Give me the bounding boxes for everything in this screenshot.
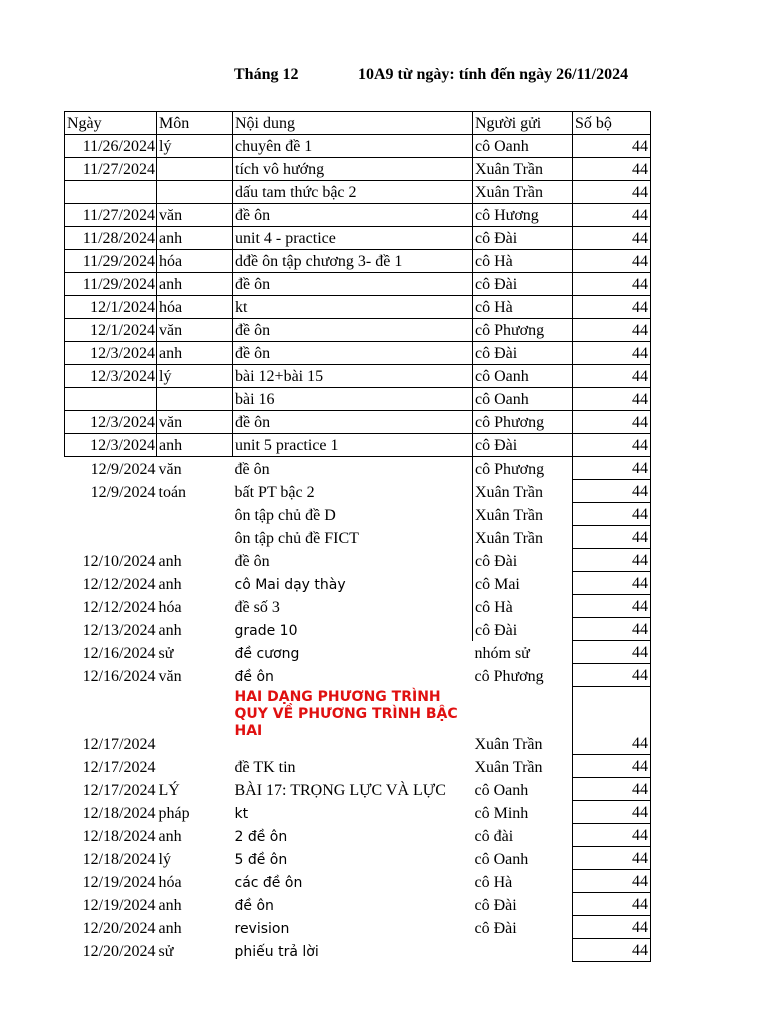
table-row xyxy=(65,618,651,641)
subject-cell[interactable]: anh xyxy=(157,342,233,365)
date-cell[interactable] xyxy=(65,503,157,526)
sender-cell[interactable]: cô Mai xyxy=(473,572,573,595)
subject-cell[interactable]: anh xyxy=(157,434,233,457)
sender-cell[interactable]: Xuân Trần xyxy=(473,526,573,549)
sender-cell[interactable]: Xuân Trần xyxy=(473,181,573,204)
subject-cell[interactable]: toán xyxy=(158,483,187,501)
date-cell[interactable]: 12/9/2024 xyxy=(90,460,156,478)
table-row xyxy=(65,273,651,296)
table-row xyxy=(65,227,651,250)
table-row xyxy=(65,388,651,411)
content-cell[interactable]: đề ôn xyxy=(233,204,473,227)
table-row xyxy=(65,778,651,801)
date-cell[interactable] xyxy=(65,388,157,411)
subject-cell[interactable]: văn xyxy=(158,667,182,685)
sender-cell[interactable]: Xuân Trần xyxy=(473,480,573,503)
sender-cell[interactable]: cô Đài xyxy=(473,273,573,296)
table-row xyxy=(65,916,651,939)
header-sender: Người gửi xyxy=(473,112,573,135)
count-cell[interactable]: 44 xyxy=(573,365,651,388)
content-cell[interactable]: bài 12+bài 15 xyxy=(233,365,473,388)
sender-cell[interactable]: Xuân Trần xyxy=(473,158,573,181)
count-cell[interactable]: 44 xyxy=(573,227,651,250)
count-cell[interactable]: 44 xyxy=(573,595,651,618)
subject-cell[interactable]: hóa xyxy=(157,250,233,273)
subject-cell[interactable]: pháp xyxy=(158,804,190,822)
content-cell[interactable]: đề ôn xyxy=(234,552,270,570)
sheet-title-class-range: 10A9 từ ngày: tính đến ngày 26/11/2024 xyxy=(358,66,629,83)
content-cell[interactable]: 2 đề ôn xyxy=(234,828,288,845)
count-cell[interactable]: 44 xyxy=(573,319,651,342)
content-cell[interactable]: dđề ôn tập chương 3- đề 1 xyxy=(233,250,473,273)
date-cell[interactable] xyxy=(65,181,157,204)
count-cell[interactable]: 44 xyxy=(573,480,651,503)
table-row xyxy=(65,687,651,755)
date-cell[interactable]: 12/17/2024 xyxy=(82,735,156,753)
table-row xyxy=(65,847,651,870)
date-cell[interactable]: 12/20/2024 xyxy=(82,942,156,960)
count-cell[interactable]: 44 xyxy=(573,847,651,870)
subject-cell[interactable]: sử xyxy=(158,942,174,960)
header-content: Nội dung xyxy=(233,112,473,135)
content-cell[interactable]: phiếu trả lời xyxy=(234,943,319,960)
sender-cell[interactable]: cô Hương xyxy=(473,204,573,227)
count-cell[interactable]: 44 xyxy=(573,687,651,755)
sender-cell[interactable]: cô Phương xyxy=(473,319,573,342)
date-cell[interactable]: 12/1/2024 xyxy=(65,319,157,342)
date-cell[interactable]: 12/13/2024 xyxy=(82,621,156,639)
date-cell[interactable]: 12/17/2024 xyxy=(82,781,156,799)
subject-cell[interactable]: anh xyxy=(158,919,182,937)
date-cell[interactable]: 11/27/2024 xyxy=(65,204,157,227)
count-cell[interactable]: 44 xyxy=(573,296,651,319)
table-row xyxy=(65,526,651,549)
content-cell[interactable]: cô Mai dạy thày xyxy=(234,576,346,593)
subject-cell[interactable] xyxy=(157,687,233,755)
count-cell[interactable]: 44 xyxy=(573,158,651,181)
sender-cell[interactable]: cô Oanh xyxy=(474,850,529,868)
content-cell[interactable]: unit 4 - practice xyxy=(233,227,473,250)
count-cell[interactable]: 44 xyxy=(573,893,651,916)
date-cell[interactable]: 12/3/2024 xyxy=(65,342,157,365)
sender-cell[interactable]: cô Oanh xyxy=(473,135,573,158)
count-cell[interactable]: 44 xyxy=(573,181,651,204)
subject-cell[interactable]: lý xyxy=(158,850,171,868)
sheet-title-month: Tháng 12 xyxy=(234,66,299,83)
subject-cell[interactable]: anh xyxy=(157,227,233,250)
subject-cell[interactable]: lý xyxy=(157,365,233,388)
content-cell[interactable]: BÀI 17: TRỌNG LỰC VÀ LỰC xyxy=(234,781,446,799)
count-cell[interactable]: 44 xyxy=(573,503,651,526)
count-cell[interactable]: 44 xyxy=(573,388,651,411)
table-body xyxy=(65,135,651,962)
sender-cell[interactable] xyxy=(473,939,573,962)
count-cell[interactable]: 44 xyxy=(573,342,651,365)
content-cell[interactable]: dấu tam thức bậc 2 xyxy=(233,181,473,204)
table-row xyxy=(65,549,651,572)
table-row xyxy=(65,319,651,342)
subject-cell[interactable] xyxy=(157,503,233,526)
count-cell[interactable]: 44 xyxy=(573,572,651,595)
table-row xyxy=(65,664,651,687)
date-cell[interactable]: 12/12/2024 xyxy=(82,598,156,616)
sender-cell[interactable]: cô Oanh xyxy=(473,388,573,411)
sender-cell[interactable]: cô Hà xyxy=(474,873,513,891)
table-row xyxy=(65,342,651,365)
table-row xyxy=(65,411,651,434)
date-cell[interactable]: 12/18/2024 xyxy=(82,804,156,822)
count-cell[interactable]: 44 xyxy=(573,204,651,227)
sender-cell[interactable]: Xuân Trần xyxy=(473,503,573,526)
sender-cell[interactable]: cô Đài xyxy=(473,434,573,457)
content-cell[interactable]: đề cương xyxy=(234,645,300,662)
content-cell[interactable]: các đề ôn xyxy=(234,874,303,891)
date-cell[interactable]: 12/9/2024 xyxy=(90,483,156,501)
date-cell[interactable]: 11/29/2024 xyxy=(65,273,157,296)
date-cell[interactable] xyxy=(65,526,157,549)
subject-cell[interactable] xyxy=(157,158,233,181)
date-cell[interactable]: 12/19/2024 xyxy=(82,896,156,914)
count-cell[interactable]: 44 xyxy=(573,801,651,824)
content-cell[interactable]: bài 16 xyxy=(233,388,473,411)
table-row xyxy=(65,296,651,319)
table-row xyxy=(65,572,651,595)
sender-cell[interactable]: cô Oanh xyxy=(473,365,573,388)
count-cell[interactable]: 44 xyxy=(573,916,651,939)
content-cell[interactable]: kt xyxy=(233,296,473,319)
sender-cell[interactable]: nhóm sử xyxy=(474,644,530,662)
sender-cell[interactable]: cô Hà xyxy=(473,296,573,319)
date-cell[interactable]: 11/26/2024 xyxy=(65,135,157,158)
table-row xyxy=(65,503,651,526)
content-cell[interactable]: đề ôn xyxy=(233,411,473,434)
subject-cell[interactable]: anh xyxy=(158,621,182,639)
table-row xyxy=(65,480,651,503)
table-row xyxy=(65,365,651,388)
count-cell[interactable]: 44 xyxy=(573,870,651,893)
content-cell[interactable]: ôn tập chủ đề FICT xyxy=(234,529,359,547)
count-cell[interactable]: 44 xyxy=(573,434,651,457)
date-cell[interactable]: 11/29/2024 xyxy=(65,250,157,273)
content-cell[interactable]: HAI DẠNG PHƯƠNG TRÌNH QUY VỀ PHƯƠNG TRÌNH BẬC HAI xyxy=(234,688,458,739)
table-row xyxy=(65,755,651,778)
date-cell[interactable]: 11/27/2024 xyxy=(65,158,157,181)
sender-cell[interactable]: cô Đài xyxy=(473,549,573,572)
sender-cell[interactable]: cô Minh xyxy=(474,804,529,822)
subject-cell[interactable] xyxy=(157,526,233,549)
count-cell[interactable]: 44 xyxy=(573,824,651,847)
schedule-table xyxy=(64,111,651,962)
sender-cell[interactable]: cô Hà xyxy=(473,250,573,273)
date-cell[interactable]: 12/18/2024 xyxy=(82,850,156,868)
content-cell[interactable]: tích vô hướng xyxy=(233,158,473,181)
sender-cell[interactable]: cô Oanh xyxy=(474,781,529,799)
content-cell[interactable]: đề số 3 xyxy=(234,598,280,616)
count-cell[interactable]: 44 xyxy=(573,755,651,778)
sender-cell[interactable]: cô Phương xyxy=(473,411,573,434)
table-row xyxy=(65,434,651,457)
subject-cell[interactable]: văn xyxy=(158,460,182,478)
table-row xyxy=(65,595,651,618)
header-row xyxy=(65,112,651,135)
content-cell[interactable]: bất PT bậc 2 xyxy=(234,483,315,501)
subject-cell[interactable] xyxy=(157,388,233,411)
content-cell[interactable]: đề ôn xyxy=(233,273,473,296)
subject-cell[interactable]: hóa xyxy=(158,598,182,616)
count-cell[interactable]: 44 xyxy=(573,526,651,549)
table-row xyxy=(65,893,651,916)
subject-cell[interactable] xyxy=(157,181,233,204)
content-cell[interactable]: đề ôn xyxy=(234,460,270,478)
count-cell[interactable]: 44 xyxy=(573,135,651,158)
date-cell[interactable]: 12/18/2024 xyxy=(82,827,156,845)
subject-cell[interactable]: anh xyxy=(158,552,182,570)
table-row xyxy=(65,204,651,227)
subject-cell[interactable]: anh xyxy=(158,896,182,914)
date-cell[interactable]: 11/28/2024 xyxy=(65,227,157,250)
content-cell[interactable]: đề ôn xyxy=(233,319,473,342)
content-cell[interactable]: 5 đề ôn xyxy=(234,851,288,868)
sender-cell[interactable]: cô Đài xyxy=(474,919,517,937)
sender-cell[interactable]: cô đài xyxy=(474,827,514,845)
sender-cell[interactable]: Xuân Trần xyxy=(474,735,543,753)
table-row xyxy=(65,250,651,273)
date-cell[interactable]: 12/17/2024 xyxy=(82,758,156,776)
date-cell[interactable]: 12/12/2024 xyxy=(82,575,156,593)
date-cell[interactable]: 12/3/2024 xyxy=(65,411,157,434)
subject-cell[interactable]: hóa xyxy=(157,296,233,319)
count-cell[interactable]: 44 xyxy=(573,549,651,572)
date-cell[interactable]: 12/3/2024 xyxy=(65,365,157,388)
subject-cell[interactable]: anh xyxy=(158,827,182,845)
subject-cell[interactable]: văn xyxy=(157,319,233,342)
sender-cell[interactable]: cô Phương xyxy=(474,667,544,685)
sender-cell[interactable]: cô Hà xyxy=(473,595,573,618)
content-cell[interactable]: revision xyxy=(234,920,290,937)
date-cell[interactable]: 12/3/2024 xyxy=(65,434,157,457)
sender-cell[interactable]: Xuân Trần xyxy=(474,758,543,776)
count-cell[interactable]: 44 xyxy=(573,457,651,480)
count-cell[interactable]: 44 xyxy=(573,778,651,801)
subject-cell[interactable]: anh xyxy=(157,273,233,296)
count-cell[interactable]: 44 xyxy=(573,273,651,296)
table-row xyxy=(65,939,651,962)
content-cell[interactable]: đề ôn xyxy=(233,342,473,365)
count-cell[interactable]: 44 xyxy=(573,664,651,687)
table-row xyxy=(65,158,651,181)
subject-cell[interactable]: lý xyxy=(157,135,233,158)
header-count: Số bộ xyxy=(573,112,651,135)
count-cell[interactable]: 44 xyxy=(573,411,651,434)
sender-cell[interactable]: cô Đài xyxy=(473,618,573,641)
content-cell[interactable]: đề ôn xyxy=(234,897,274,914)
content-cell[interactable]: grade 10 xyxy=(234,622,298,639)
sender-cell[interactable]: cô Phương xyxy=(473,457,573,480)
table-row xyxy=(65,824,651,847)
table-row xyxy=(65,801,651,824)
date-cell[interactable]: 12/10/2024 xyxy=(82,552,156,570)
table-row xyxy=(65,641,651,664)
table-row xyxy=(65,181,651,204)
content-cell[interactable]: đề TK tin xyxy=(234,758,296,776)
content-cell[interactable]: ôn tập chủ đề D xyxy=(234,506,336,524)
subject-cell[interactable] xyxy=(157,755,233,778)
date-cell[interactable]: 12/20/2024 xyxy=(82,919,156,937)
table-row xyxy=(65,457,651,480)
sender-cell[interactable]: cô Đài xyxy=(474,896,517,914)
date-cell[interactable]: 12/19/2024 xyxy=(82,873,156,891)
subject-cell[interactable]: LÝ xyxy=(158,781,180,799)
header-subject: Môn xyxy=(157,112,233,135)
sender-cell[interactable]: cô Đài xyxy=(473,342,573,365)
count-cell[interactable]: 44 xyxy=(573,939,651,962)
header-date: Ngày xyxy=(65,112,157,135)
subject-cell[interactable]: hóa xyxy=(158,873,182,891)
sender-cell[interactable]: cô Đài xyxy=(473,227,573,250)
count-cell[interactable]: 44 xyxy=(573,641,651,664)
date-cell[interactable]: 12/16/2024 xyxy=(82,667,156,685)
table-row xyxy=(65,135,651,158)
content-cell[interactable]: kt xyxy=(234,805,249,822)
subject-cell[interactable]: văn xyxy=(157,204,233,227)
content-cell[interactable]: unit 5 practice 1 xyxy=(233,434,473,457)
subject-cell[interactable]: văn xyxy=(157,411,233,434)
count-cell[interactable]: 44 xyxy=(573,250,651,273)
count-cell[interactable]: 44 xyxy=(573,618,651,641)
subject-cell[interactable]: sử xyxy=(158,644,174,662)
content-cell[interactable]: chuyên đề 1 xyxy=(233,135,473,158)
subject-cell[interactable]: anh xyxy=(158,575,182,593)
date-cell[interactable]: 12/16/2024 xyxy=(82,644,156,662)
table-row xyxy=(65,870,651,893)
date-cell[interactable]: 12/1/2024 xyxy=(65,296,157,319)
content-cell[interactable]: đề ôn xyxy=(234,668,274,685)
